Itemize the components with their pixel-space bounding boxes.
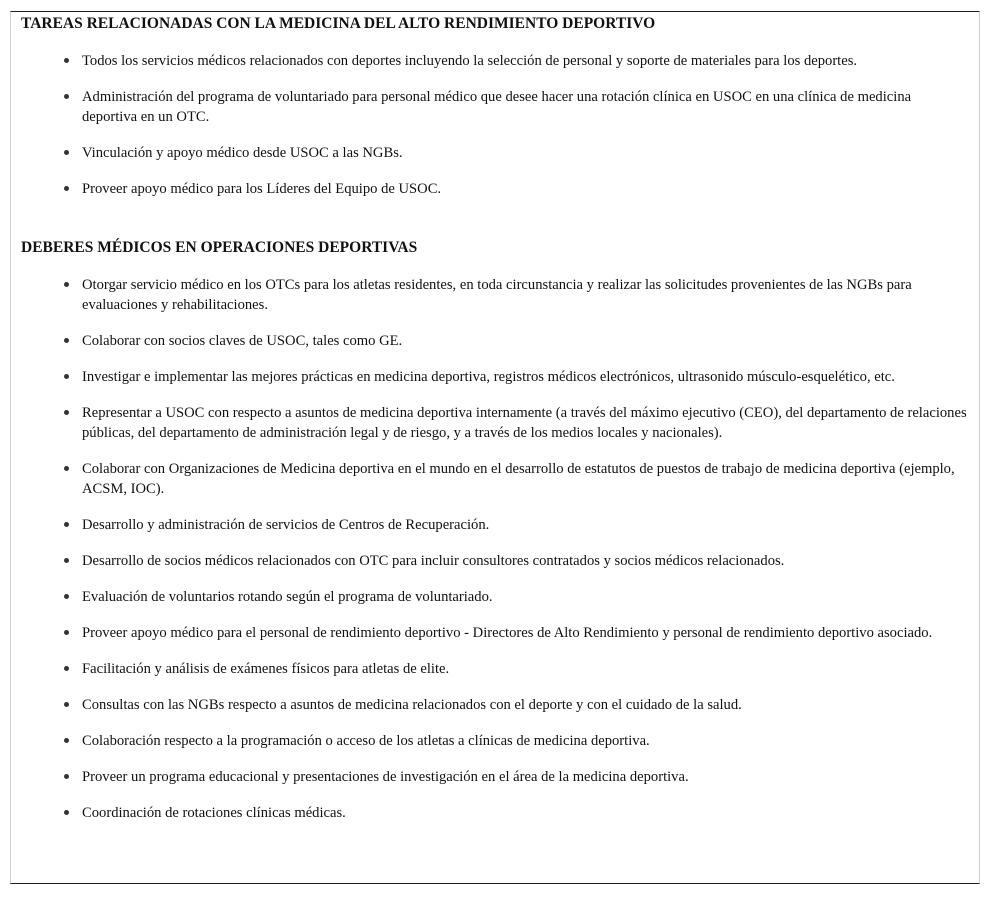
document-frame [10, 11, 980, 884]
bullet-icon [64, 558, 69, 563]
list-item: Desarrollo y administración de servicios de Centros de Recuperación. [21, 515, 969, 535]
list-item: Facilitación y análisis de exámenes físicos para atletas de elite. [21, 659, 969, 679]
bullet-list [21, 275, 969, 823]
bullet-icon [64, 94, 69, 99]
list-item: Consultas con las NGBs respecto a asuntos de medicina relacionados con el deporte y con el cuidado de la salud. [21, 695, 969, 715]
list-item: Colaborar con socios claves de USOC, tales como GE. [21, 331, 969, 351]
bullet-icon [64, 594, 69, 599]
list-item: Coordinación de rotaciones clínicas médicas. [21, 803, 969, 823]
bullet-icon [64, 410, 69, 415]
list-item: Proveer apoyo médico para el personal de rendimiento deportivo - Directores de Alto Rendimiento y personal de rendimiento deportivo asociado. [21, 623, 969, 643]
list-item: Evaluación de voluntarios rotando según el programa de voluntariado. [21, 587, 969, 607]
bullet-icon [64, 810, 69, 815]
bullet-icon [64, 774, 69, 779]
list-item: Colaborar con Organizaciones de Medicina deportiva en el mundo en el desarrollo de estatutos de puestos de trabajo de medicina deportiva (ejemplo, ACSM, IOC). [21, 459, 969, 499]
bullet-icon [64, 186, 69, 191]
bullet-icon [64, 738, 69, 743]
list-item: Representar a USOC con respecto a asuntos de medicina deportiva internamente (a través del máximo ejecutivo (CEO), del departamento de relaciones públicas, del departamento de administración legal y de riesgo, y a través de los medios locales y nacionales). [21, 403, 969, 443]
list-item: Administración del programa de voluntariado para personal médico que desee hacer una rotación clínica en USOC en una clínica de medicina deportiva en un OTC. [21, 87, 969, 127]
bullet-icon [64, 282, 69, 287]
bullet-icon [64, 58, 69, 63]
list-item: Desarrollo de socios médicos relacionados con OTC para incluir consultores contratados y socios médicos relacionados. [21, 551, 969, 571]
list-item: Proveer apoyo médico para los Líderes del Equipo de USOC. [21, 179, 969, 199]
bullet-icon [64, 666, 69, 671]
bullet-list [21, 51, 969, 199]
bullet-icon [64, 702, 69, 707]
bullet-icon [64, 630, 69, 635]
list-item: Vinculación y apoyo médico desde USOC a las NGBs. [21, 143, 969, 163]
bullet-icon [64, 150, 69, 155]
list-item: Todos los servicios médicos relacionados con deportes incluyendo la selección de personal y soporte de materiales para los deportes. [21, 51, 969, 71]
section-sports-operations [21, 239, 969, 839]
bullet-icon [64, 338, 69, 343]
list-item: Otorgar servicio médico en los OTCs para los atletas residentes, en toda circunstancia y realizar las solicitudes provenientes de las NGBs para evaluaciones y rehabilitaciones. [21, 275, 969, 315]
bullet-icon [64, 522, 69, 527]
list-item: Colaboración respecto a la programación o acceso de los atletas a clínicas de medicina deportiva. [21, 731, 969, 751]
section-medical-tasks [21, 15, 969, 215]
bullet-icon [64, 466, 69, 471]
section-heading: DEBERES MÉDICOS EN OPERACIONES DEPORTIVAS [21, 239, 418, 256]
list-item: Proveer un programa educacional y presentaciones de investigación en el área de la medicina deportiva. [21, 767, 969, 787]
section-heading: TAREAS RELACIONADAS CON LA MEDICINA DEL ALTO RENDIMIENTO DEPORTIVO [21, 15, 656, 32]
list-item: Investigar e implementar las mejores prácticas en medicina deportiva, registros médicos electrónicos, ultrasonido músculo-esquelético, etc. [21, 367, 969, 387]
bullet-icon [64, 374, 69, 379]
